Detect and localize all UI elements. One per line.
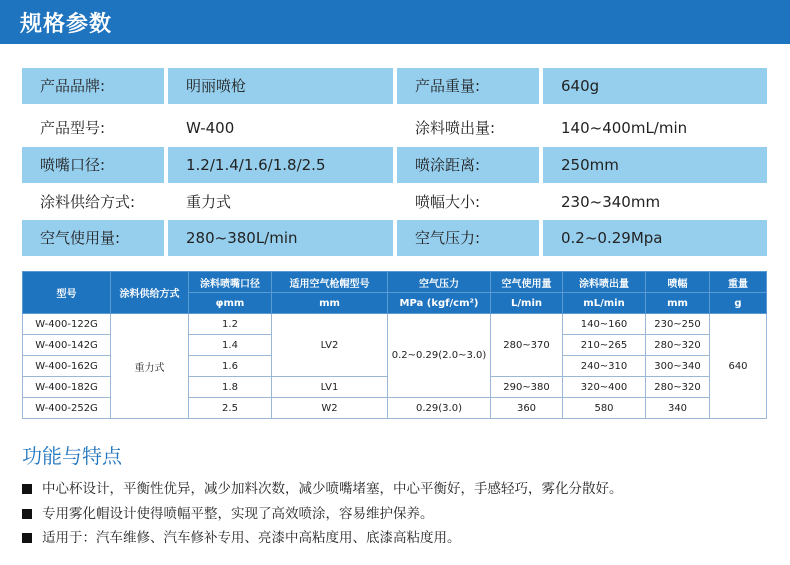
spec-label: 空气使用量: [22, 220, 164, 256]
header-output: 涂料喷出量 [563, 272, 646, 293]
spec-row [22, 147, 767, 183]
feature-item [22, 479, 782, 499]
feature-text: 中心杯设计，平衡性优异，减少加料次数，减少喷嘴堵塞，中心平衡好，手感轻巧，雾化分散好。 [42, 481, 623, 497]
spec-value: 640g [543, 68, 767, 104]
spec-label: 产品重量: [397, 68, 539, 104]
table-row [23, 314, 767, 335]
header-model: 型号 [23, 272, 111, 314]
spec-row [22, 184, 767, 220]
unit-weight: g [710, 293, 767, 314]
spec-value: 明丽喷枪 [168, 68, 393, 104]
output-cell: 210~265 [563, 335, 646, 356]
square-bullet-icon [22, 484, 32, 494]
section-header [0, 0, 790, 44]
header-air: 空气使用量 [491, 272, 563, 293]
header-cap: 适用空气枪帽型号 [272, 272, 388, 293]
spec-value: 0.2~0.29Mpa [543, 220, 767, 256]
header-weight: 重量 [710, 272, 767, 293]
model-cell: W-400-162G [23, 356, 111, 377]
unit-nozzle: φmm [189, 293, 272, 314]
square-bullet-icon [22, 509, 32, 519]
air-cell: 360 [491, 398, 563, 419]
square-bullet-icon [22, 533, 32, 543]
spec-value: 230~340mm [561, 193, 661, 211]
spec-value: W-400 [186, 119, 235, 137]
weight-cell: 640 [710, 314, 767, 419]
feature-item [22, 504, 782, 524]
spec-row [22, 110, 767, 146]
width-cell: 230~250 [646, 314, 710, 335]
cap-cell: LV1 [272, 377, 388, 398]
cap-cell: LV2 [272, 314, 388, 377]
nozzle-cell: 1.2 [189, 314, 272, 335]
width-cell: 280~320 [646, 377, 710, 398]
spec-label: 产品型号: [40, 119, 106, 137]
spec-label: 喷涂距离: [397, 147, 539, 183]
nozzle-cell: 1.6 [189, 356, 272, 377]
feature-text: 适用于：汽车维修、汽车修补专用、亮漆中高粘度用、底漆高粘度用。 [42, 530, 461, 546]
unit-output: mL/min [563, 293, 646, 314]
output-cell: 580 [563, 398, 646, 419]
header-width: 喷幅 [646, 272, 710, 293]
nozzle-cell: 2.5 [189, 398, 272, 419]
unit-width: mm [646, 293, 710, 314]
header-pressure: 空气压力 [388, 272, 491, 293]
model-cell: W-400-252G [23, 398, 111, 419]
header-nozzle: 涂料喷嘴口径 [189, 272, 272, 293]
supply-cell: 重力式 [111, 314, 189, 419]
cap-cell: W2 [272, 398, 388, 419]
nozzle-cell: 1.8 [189, 377, 272, 398]
spec-value: 280~380L/min [168, 220, 393, 256]
spec-label: 产品品牌: [22, 68, 164, 104]
spec-label: 涂料供给方式: [40, 193, 136, 211]
air-cell: 290~380 [491, 377, 563, 398]
spec-value: 140~400mL/min [561, 119, 688, 137]
spec-value: 重力式 [186, 193, 232, 211]
output-cell: 140~160 [563, 314, 646, 335]
spec-label: 喷嘴口径: [22, 147, 164, 183]
spec-label: 喷幅大小: [415, 193, 481, 211]
header-supply: 涂料供给方式 [111, 272, 189, 314]
spec-value: 1.2/1.4/1.6/1.8/2.5 [168, 147, 393, 183]
spec-row [22, 220, 767, 256]
pressure-cell: 0.29(3.0) [388, 398, 491, 419]
features-title: 功能与特点 [22, 444, 122, 468]
air-cell: 280~370 [491, 314, 563, 377]
unit-pressure: MPa (kgf/cm²) [388, 293, 491, 314]
pressure-cell: 0.2~0.29(2.0~3.0) [388, 314, 491, 398]
width-cell: 340 [646, 398, 710, 419]
width-cell: 280~320 [646, 335, 710, 356]
section-title: 规格参数 [20, 12, 113, 37]
feature-text: 专用雾化帽设计使得喷幅平整，实现了高效喷涂，容易维护保养。 [42, 506, 434, 522]
width-cell: 300~340 [646, 356, 710, 377]
model-cell: W-400-142G [23, 335, 111, 356]
spec-label: 涂料喷出量: [415, 119, 496, 137]
model-cell: W-400-182G [23, 377, 111, 398]
output-cell: 320~400 [563, 377, 646, 398]
unit-cap: mm [272, 293, 388, 314]
model-cell: W-400-122G [23, 314, 111, 335]
spec-value: 250mm [543, 147, 767, 183]
model-table [22, 271, 767, 419]
output-cell: 240~310 [563, 356, 646, 377]
unit-air: L/min [491, 293, 563, 314]
feature-item [22, 528, 782, 548]
spec-row [22, 68, 767, 104]
spec-label: 空气压力: [397, 220, 539, 256]
nozzle-cell: 1.4 [189, 335, 272, 356]
